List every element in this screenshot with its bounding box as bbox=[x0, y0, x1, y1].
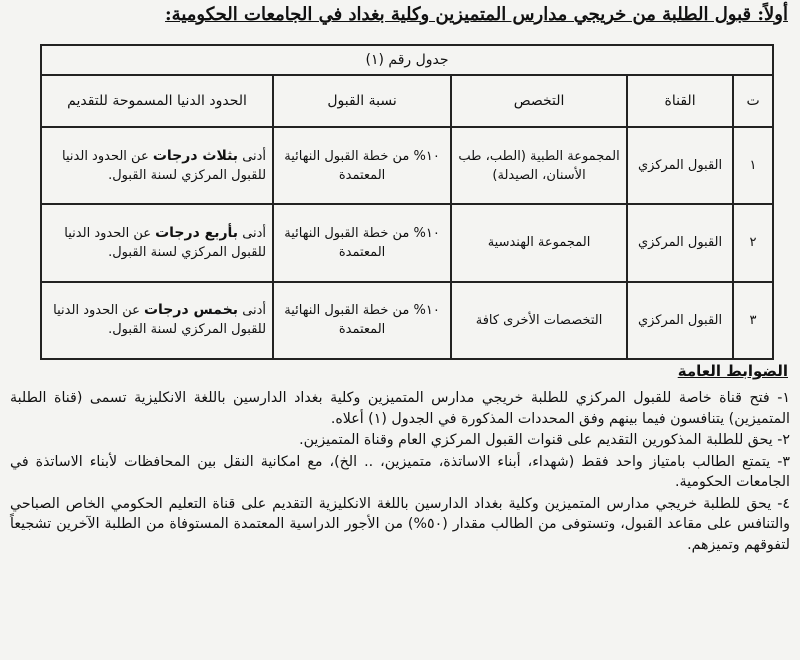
table-caption-row bbox=[41, 45, 773, 75]
limit-suffix: عن الحدود الدنيا للقبول المركزي لسنة القبول. bbox=[62, 148, 267, 183]
limit-suffix: عن الحدود الدنيا للقبول المركزي لسنة القبول. bbox=[64, 225, 267, 260]
header-min-limits: الحدود الدنيا المسموحة للتقديم bbox=[41, 75, 273, 127]
rule-item: ٤- يحق للطلبة خريجي مدارس المتميزين وكلية بغداد الدارسين باللغة الانكليزية التقديم على قناة التعليم الحكومي الخاص الصباحي والتنافس على مقاعد القبول، وتستوفى من الطالب مقدار (٥٠%) من الأجور الدراسية المعتمدة المستوفاة من الطلبة الآخرين تشجيعاً لتفوقهم وتميزهم. bbox=[10, 495, 790, 553]
table-row bbox=[41, 204, 773, 281]
header-channel: القناة bbox=[627, 75, 733, 127]
row-specialization: التخصصات الأخرى كافة bbox=[451, 282, 627, 359]
row-admission-ratio: ١٠% من خطة القبول النهائية المعتمدة bbox=[273, 204, 451, 281]
rules-list bbox=[10, 388, 790, 556]
row-channel: القبول المركزي bbox=[627, 127, 733, 204]
header-specialization: التخصص bbox=[451, 75, 627, 127]
table-caption: جدول رقم (١) bbox=[41, 45, 773, 75]
rule-item: ٢- يحق للطلبة المذكورين التقديم على قنوات القبول المركزي العام وقناة المتميزين. bbox=[299, 432, 790, 448]
row-specialization: المجموعة الهندسية bbox=[451, 204, 627, 281]
header-admission-ratio: نسبة القبول bbox=[273, 75, 451, 127]
row-channel: القبول المركزي bbox=[627, 204, 733, 281]
rule-item: ٣- يتمتع الطالب بامتياز واحد فقط (شهداء، أبناء الاساتذة، متميزين، .. الخ)، مع امكانية النقل بين المحافظات لأبناء الاساتذة في الجامعات الحكومية. bbox=[10, 453, 790, 490]
limit-bold: بأربع درجات bbox=[155, 224, 239, 241]
table-header-row bbox=[41, 75, 773, 127]
limit-bold: بثلاث درجات bbox=[152, 147, 239, 164]
rule-item: ١- فتح قناة خاصة للقبول المركزي للطلبة خريجي مدارس المتميزين وكلية بغداد الدارسين باللغة الانكليزية تسمى (قناة الطلبة المتميزين) يتنافسون فيما بينهم وفق المحددات المذكورة في الجدول (١) أعلاه. bbox=[10, 390, 790, 427]
section-heading: أولاً: قبول الطلبة من خريجي مدارس المتميزين وكلية بغداد في الجامعات الحكومية: bbox=[165, 4, 788, 25]
row-min-limit bbox=[41, 282, 273, 359]
row-admission-ratio: ١٠% من خطة القبول النهائية المعتمدة bbox=[273, 282, 451, 359]
header-index: ت bbox=[733, 75, 773, 127]
table-row bbox=[41, 127, 773, 204]
limit-suffix: عن الحدود الدنيا للقبول المركزي لسنة القبول. bbox=[53, 303, 267, 338]
row-specialization: المجموعة الطبية (الطب، طب الأسنان، الصيدلة) bbox=[451, 127, 627, 204]
row-index: ١ bbox=[733, 127, 773, 204]
row-index: ٣ bbox=[733, 282, 773, 359]
table-row bbox=[41, 282, 773, 359]
row-min-limit bbox=[41, 204, 273, 281]
admission-table bbox=[40, 44, 774, 360]
limit-prefix: أدنى bbox=[242, 148, 267, 164]
row-admission-ratio: ١٠% من خطة القبول النهائية المعتمدة bbox=[273, 127, 451, 204]
row-channel: القبول المركزي bbox=[627, 282, 733, 359]
limit-bold: بخمس درجات bbox=[143, 302, 239, 319]
row-index: ٢ bbox=[733, 204, 773, 281]
limit-prefix: أدنى bbox=[242, 303, 267, 319]
limit-prefix: أدنى bbox=[242, 225, 267, 241]
row-min-limit bbox=[41, 127, 273, 204]
rules-title: الضوابط العامة bbox=[677, 362, 788, 380]
